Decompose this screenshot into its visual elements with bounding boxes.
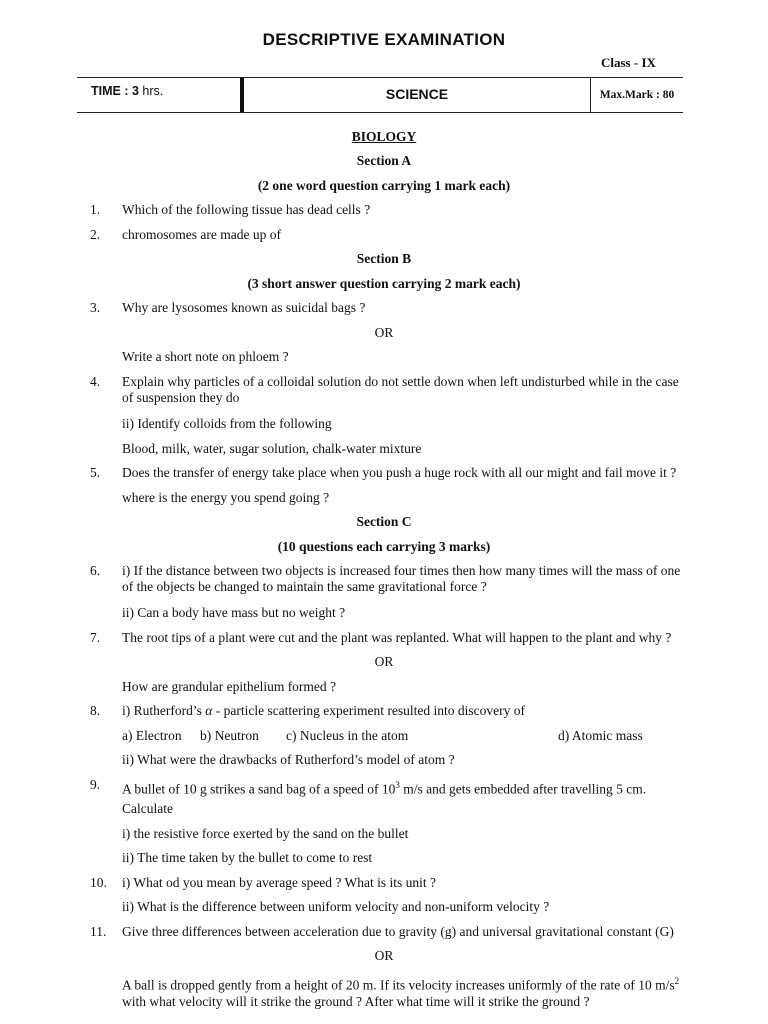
question-text: A bullet of 10 g strikes a sand bag of a speed of $10^3$ m/s and gets embedded after travelling 5 cm. <box>122 780 647 797</box>
section-c-subtitle: (10 questions each carrying 3 marks) <box>277 539 491 554</box>
section-b-subtitle: (3 short answer question carrying 2 mark each) <box>247 276 521 291</box>
section-c-heading: Section C <box>356 514 412 529</box>
section-a-subtitle: (2 one word question carrying 1 mark each) <box>257 178 511 193</box>
question-text: Why are lysosomes known as suicidal bags ? <box>122 300 366 315</box>
or-label: OR <box>374 654 394 669</box>
time-label: TIME : 3 hrs. <box>91 84 164 98</box>
question-text: Give three differences between acceleration due to gravity (g) and universal gravitational constant (G) <box>122 924 674 939</box>
question-subpart: Blood, milk, water, sugar solution, chalk-water mixture <box>122 441 422 456</box>
exam-title: DESCRIPTIVE EXAMINATION <box>262 30 506 49</box>
question-subpart: ii) The time taken by the bullet to come to rest <box>122 850 373 865</box>
question-text: i) Rutherford’s α - particle scattering experiment resulted into discovery of <box>122 703 525 718</box>
question-subpart: ii) Identify colloids from the following <box>122 416 332 431</box>
question-number: 9. <box>90 777 101 792</box>
question-subpart: where is the energy you spend going ? <box>122 490 330 505</box>
question-subpart: Calculate <box>122 801 173 816</box>
subject-label: SCIENCE <box>385 86 449 102</box>
question-number: 6. <box>90 563 101 578</box>
question-text: Does the transfer of energy take place when you push a huge rock with all our might and fail move it ? <box>122 465 677 480</box>
question-number: 5. <box>90 465 101 480</box>
class-label: Class - IX <box>601 55 656 70</box>
question-subpart: i) the resistive force exerted by the sand on the bullet <box>122 826 409 841</box>
option-a: a) Electron <box>122 728 182 743</box>
question-number: 10. <box>90 875 107 890</box>
or-label: OR <box>374 325 394 340</box>
max-mark-label: Max.Mark : 80 <box>599 89 675 101</box>
question-number: 2. <box>90 227 101 242</box>
question-text: Which of the following tissue has dead cells ? <box>122 202 371 217</box>
section-a-heading: Section A <box>356 153 412 168</box>
question-number: 1. <box>90 202 101 217</box>
exam-header-box <box>77 77 683 113</box>
question-subpart: ii) Can a body have mass but no weight ? <box>122 605 346 620</box>
question-text: The root tips of a plant were cut and the plant was replanted. What will happen to the plant and why ? <box>122 630 672 645</box>
question-alt-text: Write a short note on phloem ? <box>122 349 289 364</box>
question-text: i) What od you mean by average speed ? What is its unit ? <box>122 875 437 890</box>
question-number: 11. <box>90 924 107 939</box>
question-number: 8. <box>90 703 101 718</box>
option-b: b) Neutron <box>200 728 259 743</box>
question-number: 4. <box>90 374 101 389</box>
question-alt-text: How are grandular epithelium formed ? <box>122 679 337 694</box>
section-biology-heading: BIOLOGY <box>351 129 417 144</box>
question-number: 3. <box>90 300 101 315</box>
question-text: i) If the distance between two objects is increased four times then how many times will the mass of one of the objects be changed to maintain the same gravitational force ? <box>122 563 681 594</box>
question-text: Explain why particles of a colloidal solution do not settle down when left undisturbed while in the case of suspension they do <box>122 374 679 405</box>
option-d: d) Atomic mass <box>558 728 643 743</box>
section-b-heading: Section B <box>356 251 412 266</box>
question-subpart: ii) What is the difference between uniform velocity and non-uniform velocity ? <box>122 899 550 914</box>
question-text: chromosomes are made up of <box>122 227 281 242</box>
question-alt-text: A ball is dropped gently from a height of 20 m. If its velocity increases uniformly of the rate of 10 $m/s^2$ with what velocity will it strike the ground ? After what time will it strike the ground ? <box>122 976 680 1009</box>
question-subpart: ii) What were the drawbacks of Rutherford’s model of atom ? <box>122 752 455 767</box>
question-number: 7. <box>90 630 101 645</box>
alpha-symbol: α <box>205 703 213 718</box>
option-c: c) Nucleus in the atom <box>286 728 409 743</box>
or-label: OR <box>374 948 394 963</box>
